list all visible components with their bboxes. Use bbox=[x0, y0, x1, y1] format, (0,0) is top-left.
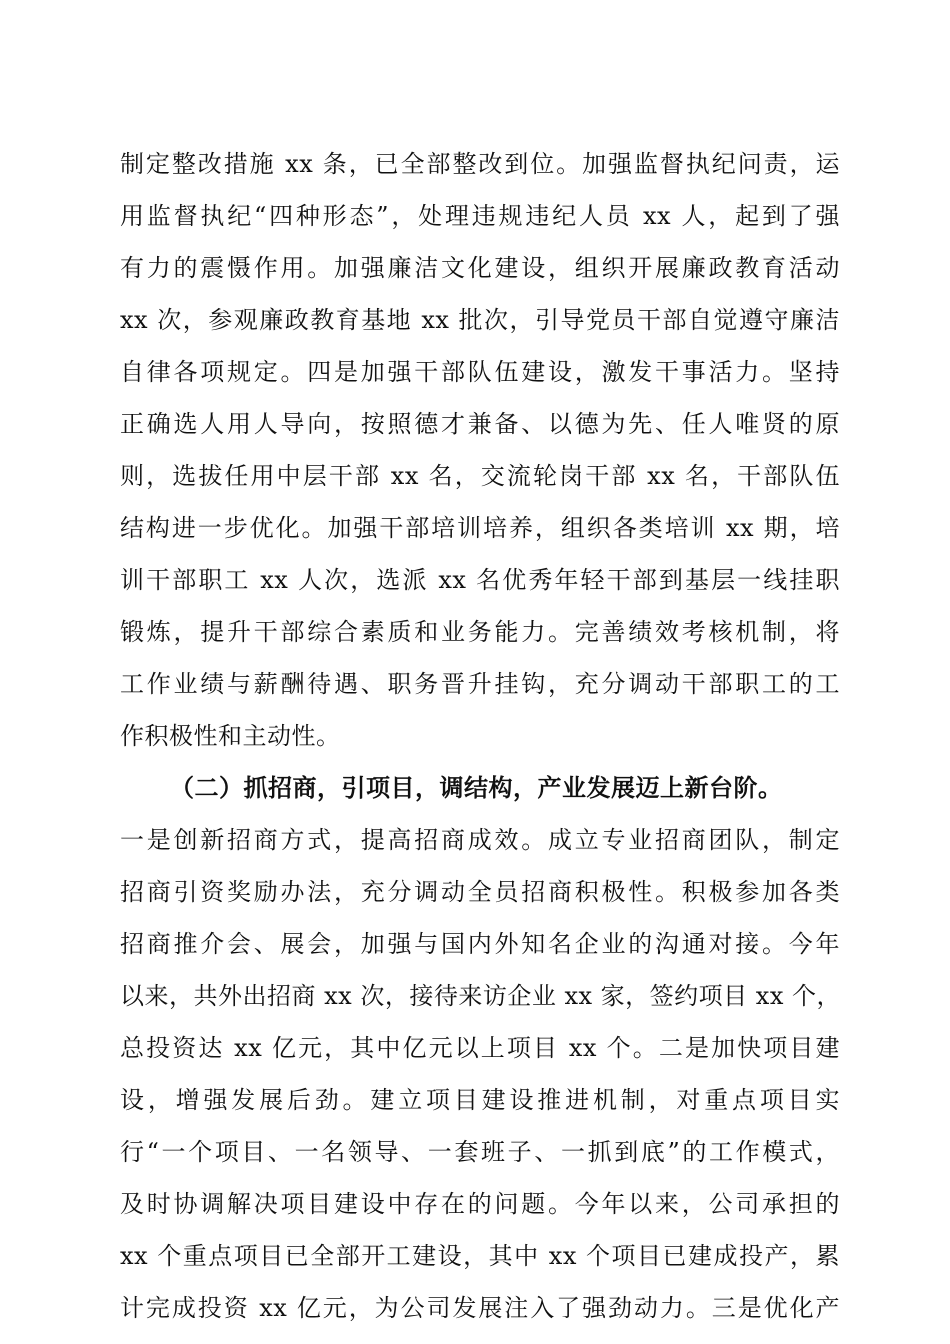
section-heading: （二）抓招商，引项目，调结构，产业发展迈上新台阶。 bbox=[170, 773, 783, 802]
text-line: 自律各项规定。四是加强干部队伍建设，激发干事活力。坚持 bbox=[120, 358, 840, 386]
text-line: 用监督执纪“四种形态”，处理违规违纪人员 xx 人，起到了强 bbox=[120, 202, 840, 230]
text-line: 则，选拔任用中层干部 xx 名，交流轮岗干部 xx 名，干部队伍 bbox=[120, 462, 840, 490]
text-line: 有力的震慑作用。加强廉洁文化建设，组织开展廉政教育活动 bbox=[120, 254, 840, 282]
text-line: 招商推介会、展会，加强与国内外知名企业的沟通对接。今年 bbox=[120, 930, 840, 958]
text-line: 行“一个项目、一名领导、一套班子、一抓到底”的工作模式， bbox=[120, 1138, 840, 1166]
text-line: 总投资达 xx 亿元，其中亿元以上项目 xx 个。二是加快项目建 bbox=[120, 1034, 840, 1062]
text-line: xx 次，参观廉政教育基地 xx 批次，引导党员干部自觉遵守廉洁 bbox=[120, 306, 840, 334]
text-line: 制定整改措施 xx 条，已全部整改到位。加强监督执纪问责，运 bbox=[120, 150, 840, 178]
text-line: 以来，共外出招商 xx 次，接待来访企业 xx 家，签约项目 xx 个， bbox=[120, 982, 841, 1010]
text-line: 计完成投资 xx 亿元，为公司发展注入了强劲动力。三是优化产 bbox=[120, 1294, 840, 1322]
text-line: 正确选人用人导向，按照德才兼备、以德为先、任人唯贤的原 bbox=[120, 410, 840, 438]
text-line: 及时协调解决项目建设中存在的问题。今年以来，公司承担的 bbox=[120, 1190, 840, 1218]
text-line: 工作业绩与薪酬待遇、职务晋升挂钩，充分调动干部职工的工 bbox=[120, 670, 840, 698]
text-line: 结构进一步优化。加强干部培训培养，组织各类培训 xx 期，培 bbox=[120, 514, 840, 542]
text-line: 招商引资奖励办法，充分调动全员招商积极性。积极参加各类 bbox=[120, 878, 840, 906]
text-line: xx 个重点项目已全部开工建设，其中 xx 个项目已建成投产，累 bbox=[120, 1242, 840, 1270]
text-line: 锻炼，提升干部综合素质和业务能力。完善绩效考核机制，将 bbox=[120, 618, 840, 646]
text-line: 作积极性和主动性。 bbox=[120, 722, 341, 750]
text-line: 一是创新招商方式，提高招商成效。成立专业招商团队，制定 bbox=[120, 826, 840, 854]
text-line: 训干部职工 xx 人次，选派 xx 名优秀年轻干部到基层一线挂职 bbox=[120, 566, 840, 594]
text-line: 设，增强发展后劲。建立项目建设推进机制，对重点项目实 bbox=[120, 1086, 840, 1114]
document-body bbox=[120, 138, 840, 1334]
